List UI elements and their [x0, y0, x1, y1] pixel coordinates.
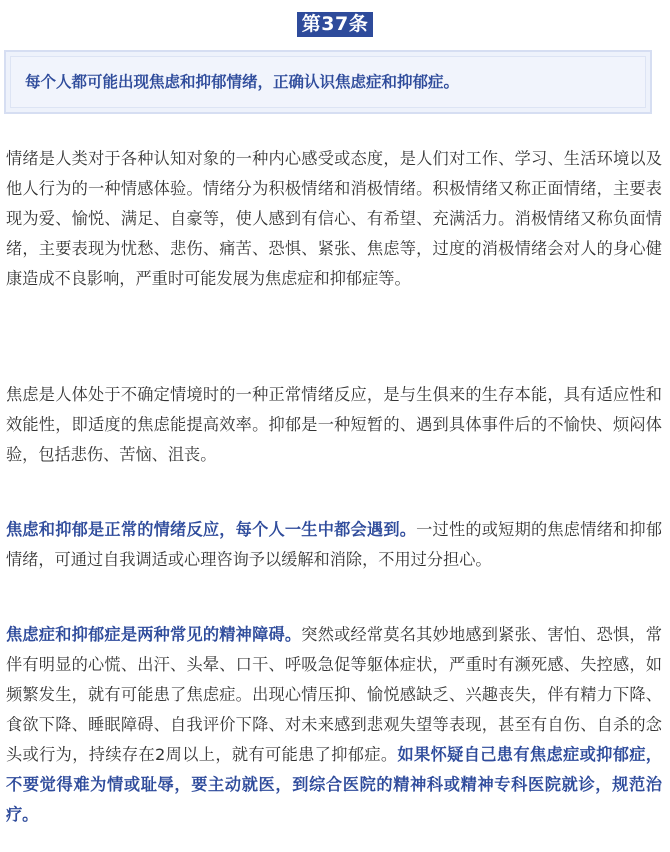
key-message-inner	[10, 56, 646, 108]
paragraph4-text: 突然或经常莫名其妙地感到紧张、害怕、恐惧，常伴有明显的心慌、出汗、头晕、口干、呼吸急促等躯体症状，严重时有濒死感、失控感，如频繁发生，就有可能患了焦虑症。出现心情压抑、愉悦感缺乏、兴趣丧失，伴有精力下降、食欲下降、睡眠障碍、自我评价下降、对未来感到悲观失望等表现，甚至有自伤、自杀的念头或行为，持续存在2周以上，就有可能患了抑郁症。	[6, 625, 662, 764]
paragraph3-text: 一过性的或短期的焦虑情绪和抑郁情绪，可通过自我调适或心理咨询予以缓解和消除，不用过分担心。	[6, 520, 663, 569]
key-message-text: 每个人都可能出现焦虑和抑郁情绪，正确认识焦虑症和抑郁症。	[25, 73, 460, 91]
article-header	[0, 12, 670, 37]
key-message-box	[4, 50, 652, 114]
paragraph-normal-reaction	[6, 515, 662, 575]
paragraph4-highlight: 焦虑症和抑郁症是两种常见的精神障碍。	[6, 625, 302, 644]
paragraph-anxiety-depression-normal: 焦虑是人体处于不确定情境时的一种正常情绪反应，是与生俱来的生存本能，具有适应性和效能性，即适度的焦虑能提高效率。抑郁是一种短暂的、遇到具体事件后的不愉快、烦闷体验，包括悲伤、苦恼、沮丧。	[6, 385, 662, 464]
paragraph-emotion-definition: 情绪是人类对于各种认知对象的一种内心感受或态度，是人们对工作、学习、生活环境以及他人行为的一种情感体验。情绪分为积极情绪和消极情绪。积极情绪又称正面情绪，主要表现为爱、愉悦、满足、自豪等，使人感到有信心、有希望、充满活力。消极情绪又称负面情绪，主要表现为忧愁、悲伤、痛苦、恐惧、紧张、焦虑等，过度的消极情绪会对人的身心健康造成不良影响，严重时可能发展为焦虑症和抑郁症等。	[6, 149, 662, 288]
paragraph4-closing-highlight: 如果怀疑自己患有焦虑症或抑郁症，不要觉得难为情或耻辱，要主动就医，到综合医院的精神科或精神专科医院就诊，规范治疗。	[6, 745, 662, 824]
article-number-title: 第37条	[297, 12, 373, 37]
paragraph-mental-disorders	[6, 620, 662, 830]
paragraph3-highlight: 焦虑和抑郁是正常的情绪反应，每个人一生中都会遇到。	[6, 520, 417, 539]
